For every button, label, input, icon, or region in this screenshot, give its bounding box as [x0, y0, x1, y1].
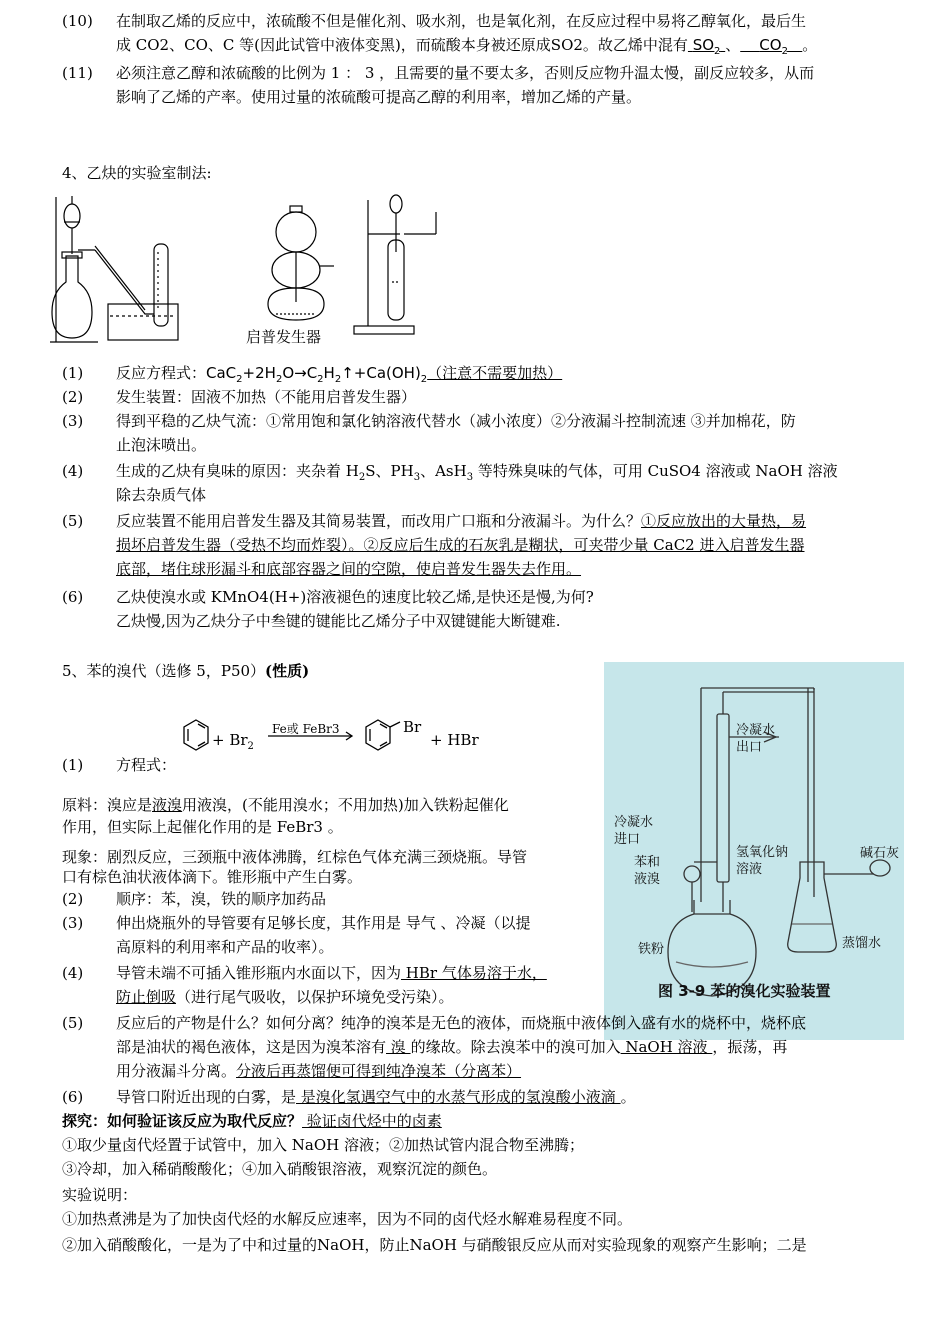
item-text-line2: 成 CO2、CO、C 等(因此试管中液体变黑)，而硫酸本身被还原成SO2。故乙烯中混有 $SO_2$ 、 $CO_2$ 。 [116, 36, 818, 57]
section-4-title: 4、乙炔的实验室制法: [62, 164, 212, 182]
steps-line2: ③冷却，加入稀硝酸酸化；④加入硝酸银溶液，观察沉淀的颜色。 [62, 1160, 498, 1178]
s4-item-3: (3) 得到平稳的乙炔气流：①常用饱和氯化钠溶液代替水（减小浓度）②分液漏斗控制流速 ③并加棉花，防 止泡沫喷出。 [62, 412, 796, 454]
s4-item-5: (5) 反应装置不能用启普发生器及其简易装置，而改用广口瓶和分液漏斗。为什么？①反应放出的大量热，易 损坏启普发生器（受热不均而炸裂）。②反应后生成的石灰乳是糊状，可夹带少量 CaC2 进入启普发生器 底部，堵住球形漏斗和底部容器之间的空隙，使启普发生器失去作用。 [62, 512, 807, 578]
s4-item-6: (6) 乙炔使溴水或 KMnO4(H+)溶液褪色的速度比较乙烯,是快还是慢,为何? 乙炔慢,因为乙炔分子中叁键的键能比乙烯分子中双键键能大断键难. [62, 588, 594, 630]
steps-line4: ①加热煮沸是为了加快卤代烃的水解反应速率，因为不同的卤代烃水解难易程度不同。 [62, 1210, 633, 1228]
item-number: (11) [62, 64, 93, 82]
explore-heading: 探究：如何验证该反应为取代反应？ 验证卤代烃中的卤素 [62, 1112, 442, 1130]
label-distilled-water: 蒸馏水 [842, 936, 882, 951]
item-text-line2: 影响了乙烯的产率。使用过量的浓硫酸可提高乙醇的利用率，增加乙烯的产量。 [116, 88, 642, 106]
raw-materials-line1: 原料：溴应是液溴用液溴，(不能用溴水；不用加热)加入铁粉起催化 [62, 796, 509, 814]
raw-materials-line2: 作用，但实际上起催化作用的是 FeBr3 。 [62, 818, 343, 836]
kipp-generator-caption: 启普发生器 [246, 328, 322, 346]
equation-br-substituent: Br [403, 718, 422, 736]
answer-co2: $CO_2$ [759, 36, 788, 57]
item-text-line1: 必须注意乙醇和浓硫酸的比例为 1 ： 3 ，且需要的量不要太多，否则反应物升温太慢，副反应较多，从而 [116, 64, 815, 82]
item-text-line1: 在制取乙烯的反应中，浓硫酸不但是催化剂、吸水剂，也是氧化剂，在反应过程中易将乙醇氧化，最后生 [116, 12, 807, 30]
phenomenon-line1: 现象：剧烈反应，三颈瓶中液体沸腾，红棕色气体充满三颈烧瓶。导管 [62, 848, 528, 866]
label-soda-lime: 碱石灰 [860, 846, 900, 861]
answer-so2: $SO_2$ [692, 36, 721, 57]
section-5-title: 5、苯的溴代（选修 5，P50）(性质) [62, 662, 310, 680]
equation-br2: + $Br_2$ [212, 731, 254, 752]
item-10 [0, 10, 950, 58]
item-11 [0, 62, 950, 110]
equation-catalyst: Fe或 FeBr3 [272, 722, 340, 736]
label-water-in: 冷凝水 进口 [614, 815, 654, 847]
steps-line5: ②加入硝酸酸化，一是为了中和过量的NaOH，防止NaOH 与硝酸银反应从而对实验现象的观察产生影响；二是 [62, 1236, 807, 1254]
equation-hbr: + HBr [430, 731, 479, 749]
s5-item-5: (5) 反应后的产物是什么？如何分离？纯净的溴苯是无色的液体，而烧瓶中液体倒入盛有水的烧杯中，烧杯底 部是油状的褐色液体，这是因为溴苯溶有 溴 的缘故。除去溴苯中的溴可加入 NaOH 溶液 ，振荡，再 用分液漏斗分离。分液后再蒸馏便可得到纯净溴苯（分离苯） [62, 1014, 807, 1080]
steps-line3: 实验说明： [62, 1186, 138, 1204]
item-number: (10) [62, 12, 93, 30]
label-naoh-solution: 氢氧化钠 溶液 [736, 845, 789, 877]
reaction-equation: $CaC_2+2H_2O\to C_2H_2↑+Ca(OH)_2$ [206, 364, 428, 385]
label-benzene-bromine: 苯和 液溴 [634, 855, 661, 887]
label-water-out: 冷凝水 出口 [736, 723, 776, 755]
label-iron-powder: 铁粉 [638, 942, 665, 957]
phenomenon-line2: 口有棕色油状液体滴下。锥形瓶中产生白雾。 [62, 868, 363, 886]
s4-item-4: (4) 生成的乙炔有臭味的原因：夹杂着 $H_2S$、$PH_3$、AsH$_3$ 等特殊臭味的气体，可用 CuSO4 溶液或 NaOH 溶液 除去杂质气体 [62, 462, 838, 504]
s5-item-3: (3) 伸出烧瓶外的导管要有足够长度，其作用是 导气 、冷凝（以提 高原料的利用率和产品的收率）。 [62, 914, 531, 956]
steps-line1: ①取少量卤代烃置于试管中，加入 NaOH 溶液；②加热试管内混合物至沸腾； [62, 1136, 584, 1154]
s5-item-4: (4) 导管未端不可插入锥形瓶内水面以下，因为 HBr 气体易溶于水， 防止倒吸（进行尾气吸收，以保护环境免受污染）。 [62, 964, 547, 1006]
figure-caption: 图 3-9 苯的溴化实验装置 [658, 982, 831, 1000]
figure-3-9 [604, 662, 904, 1040]
